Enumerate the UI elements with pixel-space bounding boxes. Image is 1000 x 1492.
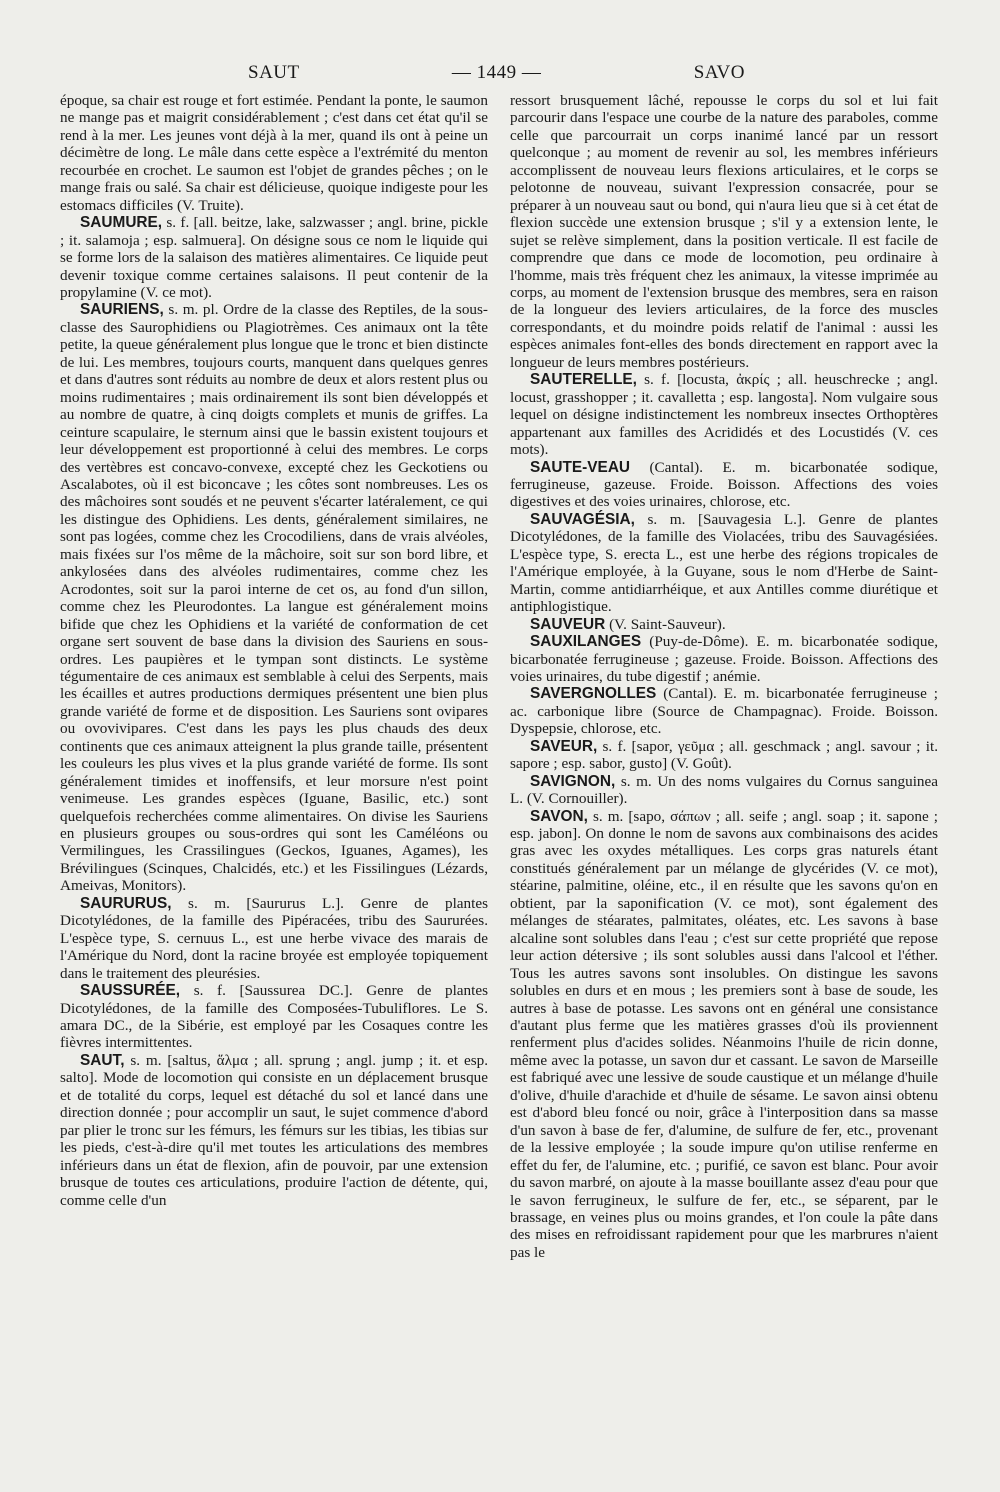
entry	[510, 738, 938, 773]
entry	[510, 92, 938, 371]
entry	[510, 459, 938, 511]
entry-text: s. f. [sapor, γεῦμα ; all. geschmack ; angl. savour ; it. sapore ; esp. sabor, gusto] (V. Goût).	[510, 737, 938, 773]
entry	[60, 92, 488, 214]
entry-headword: SAVERGNOLLES	[530, 685, 657, 703]
entry-text: s. m. Un des noms vulgaires du Cornus sanguinea L. (V. Cornouiller).	[510, 772, 939, 808]
header-right-guide-word: SAVO	[693, 62, 745, 83]
entry-text: s. f. [locusta, ἀκρίς ; all. heuschrecke ; angl. locust, grasshopper ; it. cavalletta ; esp. langosta]. Nom vulgaire sous lequel on désigne indistinctement les nombreux insectes Orthoptères appartenant aux familles des Acrididés et des Locustidés (V. ces mots).	[510, 371, 938, 459]
entry-text: s. m. [Saururus L.]. Genre de plantes Dicotylédones, de la famille des Pipéracées, tribu des Saururées. L'espèce type, S. cernuus L., est une herbe vivace des marais de l'Amérique du Nord, dont la racine broyée est employée topiquement dans le traitement des pleurésies.	[60, 894, 489, 982]
entry-headword: SAUVEUR	[530, 615, 606, 633]
entry	[510, 633, 938, 685]
entry	[60, 214, 488, 301]
entry-headword: SAUSSURÉE,	[80, 982, 181, 1000]
entry-headword: SAUMURE,	[80, 214, 163, 232]
entry	[60, 982, 488, 1052]
entry-headword: SAUTERELLE,	[530, 371, 637, 389]
entry-text: s. m. pl. Ordre de la classe des Reptiles, de la sous-classe des Saurophidiens ou Plagiotrèmes. Ces animaux ont la tête petite, la queue généralement plus longue que le tronc et bien distincte de lui. Les membres, toujours courts, manquent dans quelques genres et dans d'autres sont réduits au nombre de deux et alors restent plus ou moins rudimentaires ; mais ordinairement ils sont bien développés et au nombre de quatre, à cinq doigts complets et munis de griffes. La ceinture scapulaire, le sternum ainsi que le bassin existent toujours et leur développement est proportionné à celui des membres. Le corps des vertèbres est concavo-convexe, excepté chez les Geckotiens ou Ascalabotes, où il est biconcave ; les côtes sont nombreuses. Les os des mâchoires sont soudés et ne peuvent s'écarter latéralement, ce qui les distingue des Ophidiens. Les dents, généralement similaires, ne sont pas logées, comme chez les Crocodiliens, dans de vrais alvéoles, mais fixées sur l'os même de la mâchoire, soit sur son bord libre, et ankylosées dans des alvéoles rudimentaires, comme chez les Acrodontes, soit sur la paroi interne de cet os, au fond d'un sillon, comme chez les Pleurodontes. La langue est généralement moins bifide que chez les Ophidiens et la variété de conformation de cet organe sert souvent de base dans la division des Sauriens en sous-ordres. Les paupières et le tympan sont distincts. Le système tégumentaire de ces animaux est semblable à celui des Serpents, mais les écailles et autres productions dermiques présentent une bien plus grande variété de forme et de disposition. Les Sauriens sont ovipares ou ovovivipares. C'est dans les pays les plus chauds des deux continents que ces animaux atteignent la plus grande taille, présentent les couleurs les plus vives et la plus grande variété de forme. Ils sont généralement timides et inoffensifs, et leur morsure n'est point venimeuse. Les grandes espèces (Iguane, Basilic, etc.) sont quelquefois recherchées comme alimentaires. On divise les Sauriens en plusieurs groupes ou sous-ordres qui sont les Caméléons ou Vermilingues, les Crassilingues (Geckos, Iguanes, Agames), les Brévilingues (Scinques, Chalcidés, etc.) et les Fissilingues (Lézards, Ameivas, Monitors).	[60, 301, 488, 895]
entry-headword: SAVIGNON,	[530, 772, 616, 790]
header-left-guide-word: SAUT	[248, 62, 300, 83]
entry	[510, 616, 938, 633]
entry-text: (Puy-de-Dôme). E. m. bicarbonatée sodique, bicarbonatée ferrugineuse ; gazeuse. Froide. Boisson. Affections des voies urinaires, du tube digestif ; anémie.	[510, 633, 939, 685]
entry-headword: SAVON,	[530, 807, 588, 825]
entry-text: (Cantal). E. m. bicarbonatée sodique, ferrugineuse, gazeuse. Froide. Boisson. Affections des voies digestives et des voies urinaires, chlorose, etc.	[510, 458, 938, 511]
entry	[510, 773, 938, 808]
entry-text: s. m. [Sauvagesia L.]. Genre de plantes Dicotylédones, de la famille des Violacées, tribu des Sauvagésiées. L'espèce type, S. erecta L., est une herbe des régions tropicales de l'Amérique employée, à la Guyane, sous le nom d'Herbe de Saint-Martin, comme antidiarrhéique, et aux Antilles comme diurétique et antiphlogistique.	[510, 510, 938, 616]
entry-headword: SAUXILANGES	[530, 633, 642, 651]
left-column	[60, 92, 488, 1209]
entry-text: s. m. [sapo, σάπων ; all. seife ; angl. soap ; it. sapone ; esp. jabon]. On donne le nom de savons aux combinaisons des acides gras avec les oxydes métalliques. Les corps gras naturels étant constitués généralement par un mélange de glycérides (V. ce mot), stéarine, palmitine, oléine, etc., il en résulte que les savons qu'on en obtient, par la saponification (V. ce mot), sont également des mélanges de stéarates, palmitates, oléates, etc. Les savons à base alcaline sont solubles dans l'eau ; c'est sur cette propriété que repose leur action détersive ; ils sont solubles aussi dans l'alcool et l'éther. Tous les autres savons sont insolubles. On distingue les savons solubles en durs et en mous ; les premiers sont à base de soude, les autres à base de potasse. Les savons ont en général une consistance d'autant plus ferme que les matières grasses d'où ils proviennent renferment plus d'acides solides. Néanmoins l'huile de ricin donne, même avec la potasse, un savon dur et cassant. Le savon de Marseille est fabriqué avec une lessive de soude caustique et un mélange d'huile d'olive, d'huile d'arachide et d'huile de sésame. Le savon ainsi obtenu est d'abord bleu foncé ou noir, grâce à l'interposition dans sa masse d'un savon à base de fer, d'alumine, de sulfure de fer, etc., provenant de la lessive employée ; la soude impure qu'on utilise renferme en effet du fer, de l'alumine, etc. ; purifié, ce savon est blanc. Pour avoir du savon marbré, on ajoute à la masse bouillante assez d'eau pour que le savon ferrugineux, le sulfure de fer, etc., se séparent, par le brassage, en veines plus ou moins grandes, et l'on coule la pâte dans des mises en refroidissant rapidement pour que les marbrures n'aient pas le	[510, 807, 939, 1261]
entry	[510, 685, 938, 737]
entry-headword: SAUVAGÉSIA,	[530, 510, 635, 528]
entry	[60, 301, 488, 894]
right-column	[510, 92, 938, 1261]
entry	[510, 511, 938, 616]
entry-headword: SAUTE-VEAU	[530, 458, 631, 476]
entry-text: époque, sa chair est rouge et fort estimée. Pendant la ponte, le saumon ne mange pas et maigrit considérablement ; c'est dans cet état qu'il se rend à la mer. Les jeunes vont déjà à la mer, quand ils ont à peine un décimètre de long. Le mâle dans cette espèce a l'extrémité du menton recourbée en crochet. Le saumon est l'objet de grandes pêches ; on le mange frais ou salé. Sa chair est délicieuse, quoique indigeste pour les estomacs difficiles (V. Truite).	[60, 92, 488, 214]
running-head	[60, 58, 940, 88]
entry-text: s. m. [saltus, ἅλμα ; all. sprung ; angl. jump ; it. et esp. salto]. Mode de locomotion qui consiste en un déplacement brusque et de totalité du corps, lequel est détaché du sol et lancé dans une direction donnée ; pour accomplir un saut, le sujet commence d'abord par plier le tronc sur les fémurs, les fémurs sur les tibias, les tibias sur les pieds, c'est-à-dire qu'il met toutes les articulations des membres inférieurs dans un état de flexion, afin de pouvoir, par une extension brusque de toutes ces articulations, produire l'action de détente, qui, comme celle d'un	[60, 1051, 488, 1209]
entry-text: ressort brusquement lâché, repousse le corps du sol et lui fait parcourir dans l'espace une courbe de la nature des paraboles, comme celle que parcourrait un corps inanimé lancé par un ressort quelconque ; au moment de revenir au sol, les membres inférieurs accomplissent de nouveau leurs flexions articulaires, et le corps se pelotonne de nouveau, suivant l'expression consacrée, pour se préparer à un nouveau saut ou bond, qui n'aura lieu que si à cet état de flexion succède une extension brusque ; s'il y a extension lente, le sujet se relève simplement, dans la position verticale. Il est facile de comprendre que dans ce mode de locomotion, peu ordinaire à l'homme, mais très fréquent chez les animaux, la vitesse imprimée au corps, au moment de l'extension brusque des membres, sera en raison de la longueur des leviers articulaires, de la force des muscles correspondants, et du moindre poids relatif de l'animal : aussi les espèces animales font-elles des bonds directement en rapport avec la longueur de leurs membres postérieurs.	[510, 92, 938, 371]
page-number: — 1449 —	[451, 62, 542, 83]
entry	[60, 895, 488, 982]
entry	[510, 808, 938, 1262]
entry-headword: SAURURUS,	[80, 894, 172, 912]
entry-text: (Cantal). E. m. bicarbonatée ferrugineuse ; ac. carbonique libre (Source de Champagnac). Froide. Boisson. Dyspepsie, chlorose, etc.	[510, 685, 939, 738]
entry	[60, 1052, 488, 1209]
entry-headword: SAURIENS,	[80, 301, 164, 319]
entry	[510, 371, 938, 458]
entry-headword: SAUT,	[80, 1051, 125, 1069]
entry-text: (V. Saint-Sauveur).	[609, 615, 726, 633]
entry-text: s. f. [all. beitze, lake, salzwasser ; angl. brine, pickle ; it. salamoja ; esp. salmuera]. On désigne sous ce nom le liquide qui se forme lors de la salaison des matières alimentaires. Ce liquide peut devenir toxique comme certaines salaisons. Il peut contenir de la propylamine (V. ce mot).	[60, 214, 488, 301]
entry-text: s. f. [Saussurea DC.]. Genre de plantes Dicotylédones, de la famille des Composées-Tubuliflores. Le S. amara DC., de la Sibérie, est employé par les Cosaques contre les fièvres intermittentes.	[60, 982, 488, 1052]
entry-headword: SAVEUR,	[530, 737, 598, 755]
